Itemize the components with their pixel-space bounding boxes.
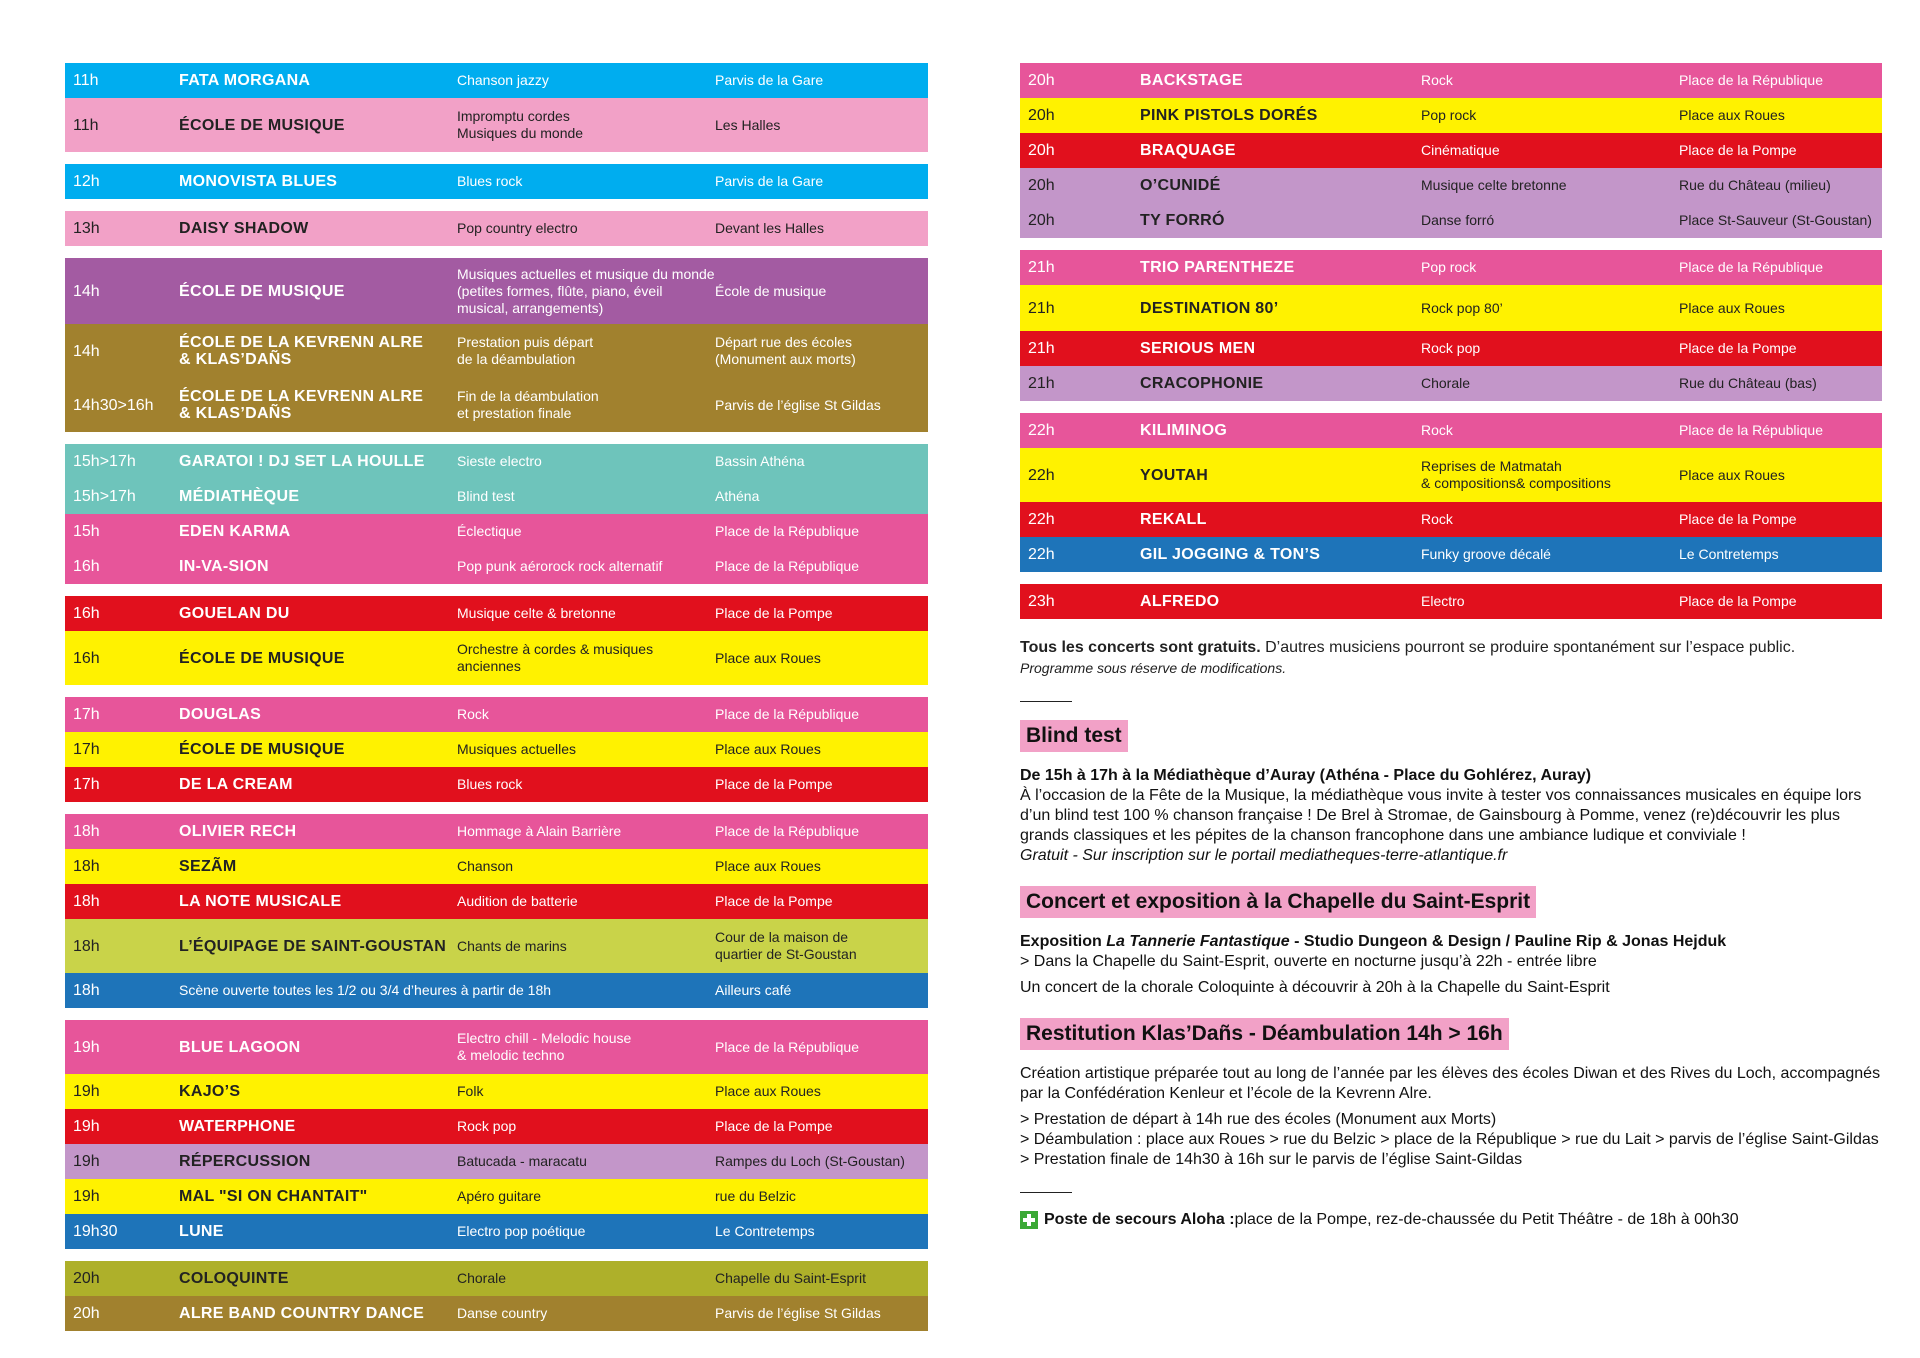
genre-cell: Impromptu cordes Musiques du monde — [457, 108, 584, 141]
place-cell: Place de la Pompe — [1679, 593, 1797, 609]
program-row — [1020, 250, 1882, 285]
place-cell: Ailleurs café — [715, 982, 792, 998]
first-aid-cross-icon — [1020, 1211, 1038, 1229]
artist-cell: LUNE — [179, 1223, 224, 1240]
artist-cell: RÉPERCUSSION — [179, 1153, 311, 1170]
artist-cell: GOUELAN DU — [179, 605, 290, 622]
artist-cell: OLIVIER RECH — [179, 823, 297, 840]
time-cell: 21h — [1028, 340, 1055, 357]
right-program-column — [1020, 63, 1882, 1229]
artist-cell: KAJO’S — [179, 1083, 241, 1100]
artist-cell: MAL "SI ON CHANTAIT" — [179, 1188, 368, 1205]
genre-cell: Fin de la déambulation et prestation finale — [457, 388, 599, 421]
genre-cell: Prestation puis départ de la déambulation — [457, 334, 594, 367]
artist-cell: BACKSTAGE — [1140, 72, 1243, 89]
time-cell: 19h — [73, 1153, 100, 1170]
place-cell: Parvis de l’église St Gildas — [715, 396, 881, 413]
genre-cell: Musiques actuelles et musique du monde (petites formes, flûte, piano, éveil musical, arrangements) — [457, 265, 715, 316]
place-cell: École de musique — [715, 282, 827, 299]
artist-cell: REKALL — [1140, 511, 1207, 528]
time-cell: 14h30>16h — [73, 396, 154, 414]
genre-cell: Rock — [1421, 511, 1453, 527]
artist-cell: ÉCOLE DE LA KEVRENN ALRE & KLAS’DAÑS — [179, 388, 424, 422]
time-cell: 19h — [73, 1083, 100, 1100]
program-row — [65, 631, 928, 685]
genre-cell: Rock — [457, 706, 489, 722]
first-aid-label: Poste de secours Aloha : — [1044, 1211, 1235, 1228]
program-row — [65, 697, 928, 732]
place-cell: Place de la Pompe — [715, 1118, 833, 1134]
time-cell: 11h — [73, 72, 99, 89]
artist-cell: L’ÉQUIPAGE DE SAINT-GOUSTAN — [179, 937, 447, 955]
time-cell: 18h — [73, 982, 100, 999]
blind-test-when: De 15h à 17h à la Médiathèque d’Auray (Athéna - Place du Gohlérez, Auray) — [1020, 767, 1592, 784]
time-cell: 20h — [1028, 107, 1055, 124]
time-slot-group — [1020, 250, 1882, 401]
time-cell: 13h — [73, 220, 100, 237]
time-slot-group — [1020, 63, 1882, 238]
genre-cell: Blind test — [457, 488, 515, 504]
program-row — [65, 549, 928, 584]
genre-cell: Funky groove décalé — [1421, 546, 1551, 562]
time-slot-group — [65, 63, 928, 152]
genre-cell: Chanson — [457, 858, 514, 874]
time-cell: 20h — [1028, 142, 1055, 159]
artist-cell: ALFREDO — [1140, 593, 1220, 610]
genre-cell: Pop rock — [1421, 107, 1477, 123]
time-slot-group — [1020, 413, 1882, 572]
program-row — [65, 814, 928, 849]
artist-cell: TRIO PARENTHEZE — [1140, 259, 1295, 276]
program-row — [1020, 285, 1882, 331]
place-cell: Place aux Roues — [715, 858, 821, 874]
genre-cell: Chorale — [457, 1270, 507, 1286]
program-row — [1020, 168, 1882, 203]
chapelle-concert: Un concert de la chorale Coloquinte à découvrir à 20h à la Chapelle du Saint-Esprit — [1020, 979, 1610, 996]
program-row — [1020, 413, 1882, 448]
place-cell: Le Contretemps — [715, 1223, 815, 1239]
program-notes — [1020, 637, 1882, 679]
time-slot-group — [65, 814, 928, 1008]
program-row — [65, 1020, 928, 1074]
program-row — [65, 1144, 928, 1179]
time-cell: 21h — [1028, 375, 1055, 392]
program-row — [65, 63, 928, 98]
time-cell: 18h — [73, 893, 100, 910]
program-row — [65, 849, 928, 884]
expo-title: La Tannerie Fantastique — [1106, 933, 1290, 950]
program-row — [65, 732, 928, 767]
place-cell: Place de la République — [1679, 422, 1823, 438]
artist-cell: WATERPHONE — [179, 1118, 296, 1135]
genre-cell: Chorale — [1421, 375, 1471, 391]
restitution-title: Restitution Klas’Dañs - Déambulation 14h > 16h — [1020, 1018, 1509, 1050]
artist-cell: PINK PISTOLS DORÉS — [1140, 107, 1318, 124]
genre-cell: Musiques actuelles — [457, 741, 577, 757]
place-cell: Place de la Pompe — [715, 893, 833, 909]
place-cell: Place de la Pompe — [715, 605, 833, 621]
place-cell: Rampes du Loch (St-Goustan) — [715, 1153, 905, 1169]
place-cell: Place St-Sauveur (St-Goustan) — [1679, 212, 1872, 228]
first-aid-text: place de la Pompe, rez-de-chaussée du Petit Théâtre - de 18h à 00h30 — [1234, 1211, 1739, 1228]
divider — [1020, 1192, 1072, 1193]
genre-cell: Blues rock — [457, 173, 523, 189]
restitution-step-2: > Déambulation : place aux Roues > rue du Belzic > place de la République > rue du Lait > parvis de l’église Saint-Gildas — [1020, 1131, 1879, 1148]
blind-test-section — [1020, 766, 1882, 866]
time-cell: 11h — [73, 116, 99, 134]
program-row — [1020, 502, 1882, 537]
genre-cell: Hommage à Alain Barrière — [457, 823, 622, 839]
blind-test-body: À l’occasion de la Fête de la Musique, la médiathèque vous invite à tester vos connaissances musicales en équipe lors d’un blind test 100 % chanson française ! De Brel à Stromae, de Gainsbourg à Pomme, venez (re)découvrir les plus grands classiques et les pépites de la chanson francophone dans une ambiance ludique et conviviale ! — [1020, 787, 1862, 844]
blind-test-title: Blind test — [1020, 720, 1128, 752]
program-row — [65, 444, 928, 479]
place-cell: Place de la République — [715, 706, 859, 722]
time-cell: 17h — [73, 776, 100, 793]
time-cell: 19h30 — [73, 1223, 118, 1240]
place-cell: Place de la République — [715, 523, 859, 539]
artist-cell: DE LA CREAM — [179, 776, 293, 793]
artist-cell: BRAQUAGE — [1140, 142, 1236, 159]
place-cell: Parvis de la Gare — [715, 72, 824, 88]
place-cell: Chapelle du Saint-Esprit — [715, 1270, 866, 1286]
program-row — [65, 1214, 928, 1249]
genre-cell: Éclectique — [457, 523, 522, 539]
genre-cell: Sieste electro — [457, 453, 542, 469]
time-cell: 22h — [1028, 546, 1055, 563]
time-cell: 16h — [73, 558, 100, 575]
time-cell: 18h — [73, 937, 100, 955]
place-cell: Place aux Roues — [715, 649, 821, 666]
program-row — [65, 324, 928, 378]
time-slot-group — [65, 164, 928, 199]
program-row — [65, 596, 928, 631]
genre-cell: Rock — [1421, 422, 1453, 438]
place-cell: rue du Belzic — [715, 1188, 796, 1204]
place-cell: Place de la Pompe — [715, 776, 833, 792]
program-row — [65, 1074, 928, 1109]
genre-cell: Electro chill - Melodic house & melodic techno — [457, 1030, 632, 1063]
place-cell: Place de la République — [715, 1038, 859, 1055]
program-row — [1020, 133, 1882, 168]
genre-cell: Rock pop — [1421, 340, 1481, 356]
free-concerts-note: Tous les concerts sont gratuits. — [1020, 639, 1261, 656]
artist-cell: ÉCOLE DE LA KEVRENN ALRE & KLAS’DAÑS — [179, 334, 424, 368]
time-cell: 20h — [73, 1305, 100, 1322]
artist-cell: TY FORRÓ — [1140, 212, 1225, 229]
program-row — [1020, 63, 1882, 98]
free-concerts-rest: D’autres musiciens pourront se produire spontanément sur l’espace public. — [1260, 639, 1796, 656]
place-cell: Cour de la maison de quartier de St-Goustan — [715, 929, 857, 962]
time-cell: 18h — [73, 858, 100, 875]
artist-cell: ÉCOLE DE MUSIQUE — [179, 649, 345, 667]
divider — [1020, 701, 1072, 702]
place-cell: Place de la Pompe — [1679, 142, 1797, 158]
place-cell: Place aux Roues — [1679, 466, 1785, 483]
artist-cell: ÉCOLE DE MUSIQUE — [179, 741, 345, 758]
place-cell: Place de la République — [715, 823, 859, 839]
place-cell: Place de la Pompe — [1679, 340, 1797, 356]
artist-cell: CRACOPHONIE — [1140, 375, 1264, 392]
artist-cell: GIL JOGGING & TON’S — [1140, 546, 1321, 563]
place-cell: Place de la République — [715, 558, 859, 574]
artist-cell: KILIMINOG — [1140, 422, 1228, 439]
restitution-steps — [1020, 1110, 1882, 1170]
artist-cell: YOUTAH — [1140, 466, 1209, 484]
time-slot-group — [1020, 584, 1882, 619]
place-cell: Place aux Roues — [715, 741, 821, 757]
artist-cell: MÉDIATHÈQUE — [179, 488, 300, 505]
program-row — [1020, 331, 1882, 366]
program-row — [65, 1296, 928, 1331]
program-row — [65, 514, 928, 549]
program-row — [1020, 448, 1882, 502]
place-cell: Le Contretemps — [1679, 546, 1779, 562]
time-slot-group — [65, 596, 928, 685]
artist-cell: BLUE LAGOON — [179, 1038, 301, 1056]
disclaimer: Programme sous réserve de modifications. — [1020, 660, 1287, 676]
genre-cell: Musique celte bretonne — [1421, 177, 1567, 193]
program-row — [1020, 98, 1882, 133]
program-row — [65, 378, 928, 432]
time-cell: 19h — [73, 1038, 100, 1056]
program-row — [65, 1261, 928, 1296]
genre-cell: Audition de batterie — [457, 893, 578, 909]
time-cell: 21h — [1028, 259, 1055, 276]
blind-test-register: Gratuit - Sur inscription sur le portail mediatheques-terre-atlantique.fr — [1020, 847, 1508, 864]
artist-cell: ALRE BAND COUNTRY DANCE — [179, 1305, 425, 1322]
time-slot-group — [65, 444, 928, 584]
genre-cell: Rock pop — [457, 1118, 517, 1134]
time-cell: 17h — [73, 741, 100, 758]
program-row — [65, 919, 928, 973]
time-cell: 22h — [1028, 466, 1055, 484]
description-cell: Scène ouverte toutes les 1/2 ou 3/4 d’heures à partir de 18h — [179, 982, 552, 998]
expo-suffix: - Studio Dungeon & Design / Pauline Rip & Jonas Hejduk — [1289, 933, 1727, 950]
time-slot-group — [65, 1261, 928, 1331]
genre-cell: Orchestre à cordes & musiques anciennes — [457, 641, 654, 674]
time-cell: 14h — [73, 342, 100, 360]
artist-cell: ÉCOLE DE MUSIQUE — [179, 116, 345, 134]
program-row — [65, 211, 928, 246]
genre-cell: Reprises de Matmatah & compositions& compositions — [1421, 458, 1611, 491]
place-cell: Place de la République — [1679, 259, 1823, 275]
program-row — [65, 767, 928, 802]
place-cell: Place aux Roues — [1679, 107, 1785, 123]
artist-cell: GARATOI ! DJ SET LA HOULLE — [179, 453, 425, 470]
time-cell: 15h>17h — [73, 453, 136, 470]
time-cell: 14h — [73, 282, 100, 300]
time-slot-group — [65, 258, 928, 432]
genre-cell: Pop rock — [1421, 259, 1477, 275]
time-cell: 17h — [73, 706, 100, 723]
program-row — [1020, 366, 1882, 401]
expo-prefix: Exposition — [1020, 933, 1107, 950]
time-cell: 20h — [1028, 72, 1055, 89]
place-cell: Parvis de l’église St Gildas — [715, 1305, 881, 1321]
left-program-column — [65, 63, 928, 1343]
place-cell: Place aux Roues — [715, 1083, 821, 1099]
artist-cell: SEZÃM — [179, 858, 237, 875]
time-cell: 20h — [1028, 212, 1055, 229]
genre-cell: Folk — [457, 1083, 484, 1099]
restitution-body: Création artistique préparée tout au long de l’année par les élèves des écoles Diwan et des Rives du Loch, accompagnés par la Confédération Kenleur et l’école de la Kevrenn Alre. — [1020, 1065, 1881, 1102]
place-cell: Athéna — [715, 488, 760, 504]
genre-cell: Chants de marins — [457, 937, 567, 954]
artist-cell: LA NOTE MUSICALE — [179, 893, 342, 910]
artist-cell: MONOVISTA BLUES — [179, 173, 338, 190]
artist-cell: DOUGLAS — [179, 706, 262, 723]
program-row — [65, 884, 928, 919]
program-row — [65, 164, 928, 199]
place-cell: Place de la République — [1679, 72, 1823, 88]
artist-cell: FATA MORGANA — [179, 72, 311, 89]
artist-cell: EDEN KARMA — [179, 523, 291, 540]
time-cell: 16h — [73, 605, 100, 622]
place-cell: Place aux Roues — [1679, 299, 1785, 316]
artist-cell: O’CUNIDÉ — [1140, 177, 1221, 194]
genre-cell: Pop punk aérorock rock alternatif — [457, 558, 663, 574]
artist-cell: DAISY SHADOW — [179, 220, 309, 237]
artist-cell: DESTINATION 80’ — [1140, 299, 1279, 317]
genre-cell: Rock pop 80’ — [1421, 299, 1503, 316]
restitution-step-1: > Prestation de départ à 14h rue des écoles (Monument aux Morts) — [1020, 1111, 1497, 1128]
program-row — [65, 258, 928, 324]
program-row — [65, 973, 928, 1008]
genre-cell: Batucada - maracatu — [457, 1153, 587, 1169]
program-row — [1020, 203, 1882, 238]
program-row — [65, 98, 928, 152]
genre-cell: Musique celte & bretonne — [457, 605, 616, 621]
time-cell: 19h — [73, 1118, 100, 1135]
chapelle-title: Concert et exposition à la Chapelle du Saint-Esprit — [1020, 886, 1536, 918]
place-cell: Devant les Halles — [715, 220, 824, 236]
place-cell: Bassin Athéna — [715, 453, 805, 469]
time-slot-group — [65, 1020, 928, 1249]
first-aid-info — [1020, 1211, 1882, 1229]
time-cell: 18h — [73, 823, 100, 840]
place-cell: Place de la Pompe — [1679, 511, 1797, 527]
time-cell: 15h>17h — [73, 488, 136, 505]
artist-cell: COLOQUINTE — [179, 1270, 289, 1287]
time-cell: 23h — [1028, 593, 1055, 610]
time-cell: 21h — [1028, 299, 1055, 317]
program-row — [65, 1179, 928, 1214]
genre-cell: Electro — [1421, 593, 1465, 609]
place-cell: Les Halles — [715, 116, 781, 133]
time-cell: 16h — [73, 649, 100, 667]
time-cell: 12h — [73, 173, 100, 190]
program-row — [1020, 584, 1882, 619]
genre-cell: Apéro guitare — [457, 1188, 542, 1204]
program-row — [65, 479, 928, 514]
time-slot-group — [65, 211, 928, 246]
place-cell: Parvis de la Gare — [715, 173, 824, 189]
artist-cell: IN-VA-SION — [179, 558, 269, 575]
genre-cell: Cinématique — [1421, 142, 1500, 158]
time-cell: 19h — [73, 1188, 100, 1205]
genre-cell: Pop country electro — [457, 220, 578, 236]
place-cell: Départ rue des écoles (Monument aux morts) — [715, 334, 856, 367]
genre-cell: Electro pop poétique — [457, 1223, 586, 1239]
expo-info: > Dans la Chapelle du Saint-Esprit, ouverte en nocturne jusqu’à 22h - entrée libre — [1020, 953, 1597, 970]
time-slot-group — [65, 697, 928, 802]
genre-cell: Danse forró — [1421, 212, 1495, 228]
genre-cell: Chanson jazzy — [457, 72, 549, 88]
time-cell: 15h — [73, 523, 100, 540]
time-cell: 22h — [1028, 511, 1055, 528]
right-program-groups — [1020, 63, 1882, 619]
restitution-step-3: > Prestation finale de 14h30 à 16h sur le parvis de l’église Saint-Gildas — [1020, 1151, 1523, 1168]
program-row — [65, 1109, 928, 1144]
program-row — [1020, 537, 1882, 572]
place-cell: Rue du Château (milieu) — [1679, 177, 1831, 193]
chapelle-section — [1020, 932, 1882, 972]
genre-cell: Danse country — [457, 1305, 548, 1321]
genre-cell: Rock — [1421, 72, 1453, 88]
artist-cell: ÉCOLE DE MUSIQUE — [179, 282, 345, 300]
time-cell: 20h — [1028, 177, 1055, 194]
place-cell: Rue du Château (bas) — [1679, 375, 1817, 391]
time-cell: 20h — [73, 1270, 100, 1287]
genre-cell: Blues rock — [457, 776, 523, 792]
time-cell: 22h — [1028, 422, 1055, 439]
artist-cell: SERIOUS MEN — [1140, 340, 1256, 357]
